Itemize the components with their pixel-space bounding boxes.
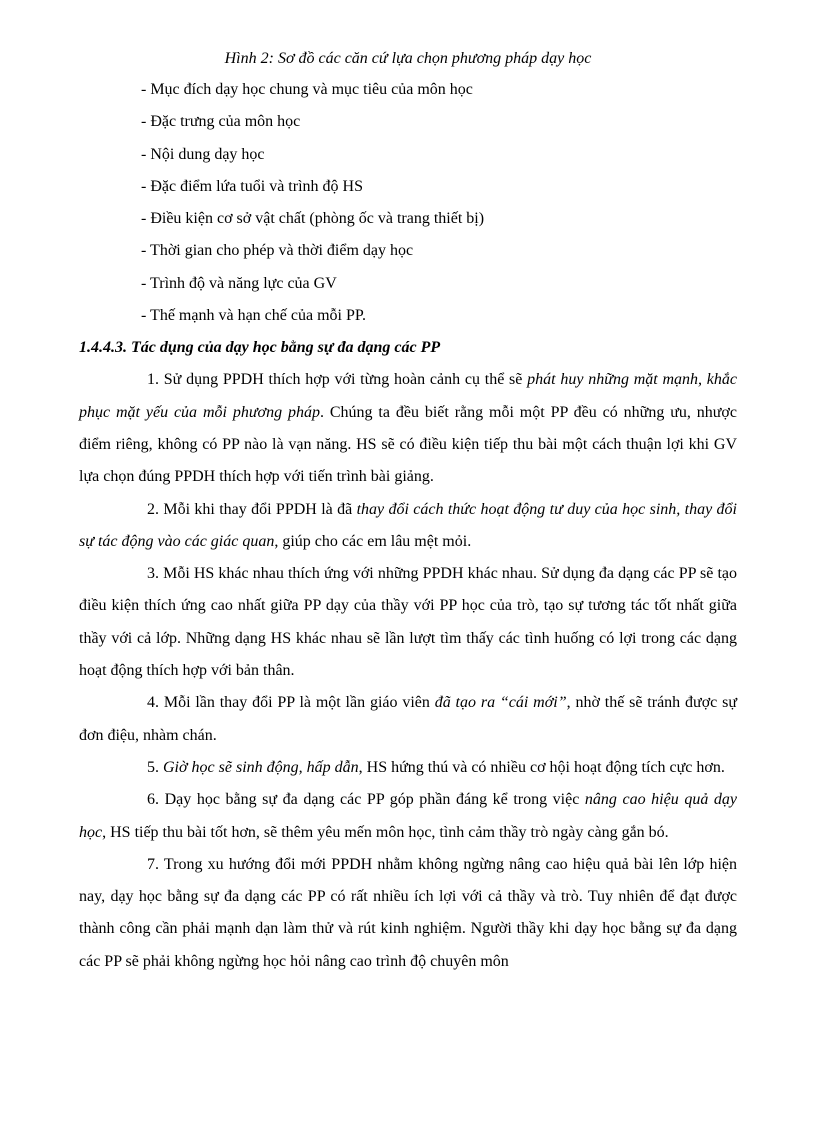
paragraph-text: 5. xyxy=(147,758,163,776)
paragraph-emphasis: đã tạo ra “cái mới” xyxy=(434,694,567,712)
paragraph-text: , HS tiếp thu bài tốt hơn, sẽ thêm yêu mến môn học, tình cảm thầy trò ngày càng gắn bó. xyxy=(102,823,669,841)
paragraph-text: 4. Mỗi lần thay đổi PP là một lần giáo viên xyxy=(147,694,435,712)
figure-caption: Hình 2: Sơ đồ các căn cứ lựa chọn phương pháp dạy học xyxy=(224,50,592,67)
paragraph-emphasis: phát huy những mặt mạnh, khắc phục mặt yếu của mỗi phương pháp xyxy=(79,371,738,421)
paragraph-text: 1. Sử dụng PPDH thích hợp với từng hoàn cảnh cụ thể sẽ xyxy=(147,371,528,389)
list-item: - Nội dung dạy học xyxy=(141,145,265,163)
list-item: - Đặc trưng của môn học xyxy=(141,113,301,131)
paragraph-text: 7. Trong xu hướng đổi mới PPDH nhằm không ngừng nâng cao hiệu quả bài lên lớp hiện nay, dạy học bằng sự đa dạng các PP có rất nhiều ích lợi với cả thầy và trò. Tuy nhiên để đạt được thành công cần phải mạnh dạn làm thử và rút kinh nghiệm. Người thầy khi dạy học bằng sự đa dạng các PP sẽ phải không ngừng học hỏi nâng cao trình độ chuyên môn xyxy=(79,855,737,970)
paragraph-6 xyxy=(79,784,737,849)
list-item: - Trình độ và năng lực của GV xyxy=(141,274,337,292)
paragraph-2 xyxy=(79,494,737,559)
paragraph-emphasis: nâng cao hiệu quả dạy học xyxy=(79,791,737,841)
paragraph-3 xyxy=(79,558,737,687)
paragraph-text: , giúp cho các em lâu mệt mỏi. xyxy=(274,532,472,550)
paragraph-7 xyxy=(79,849,737,978)
list-item: - Thời gian cho phép và thời điểm dạy học xyxy=(141,242,414,260)
paragraph-text: , nhờ thế sẽ tránh được sự đơn điệu, nhàm chán. xyxy=(79,694,737,744)
list-item: - Thế mạnh và hạn chế của mỗi PP. xyxy=(141,307,366,325)
section-heading: 1.4.4.3. Tác dụng của dạy học bằng sự đa dạng các PP xyxy=(79,339,441,357)
paragraph-1 xyxy=(79,364,737,493)
paragraph-text: . Chúng ta đều biết rằng mỗi một PP đều có những ưu, nhược điểm riêng, không có PP nào là vạn năng. HS sẽ có điều kiện tiếp thu bài một cách thuận lợi khi GV lựa chọn đúng PPDH thích hợp với tiến trình bài giảng. xyxy=(79,403,737,486)
list-item: - Mục đích dạy học chung và mục tiêu của môn học xyxy=(141,81,473,98)
paragraph-text: 2. Mỗi khi thay đổi PPDH là đã xyxy=(147,500,357,518)
paragraph-text: 6. Dạy học bằng sự đa dạng các PP góp phần đáng kể trong việc xyxy=(147,791,585,809)
paragraph-emphasis: thay đổi cách thức hoạt động tư duy của học sinh, thay đổi sự tác động vào các giác quan xyxy=(79,500,737,550)
paragraph-5 xyxy=(79,752,737,784)
list-item: - Điều kiện cơ sở vật chất (phòng ốc và trang thiết bị) xyxy=(141,210,485,228)
criteria-list xyxy=(79,74,737,332)
paragraph-text: , HS hứng thú và có nhiều cơ hội hoạt động tích cực hơn. xyxy=(358,758,725,776)
paragraph-text: 3. Mỗi HS khác nhau thích ứng với những PPDH khác nhau. Sử dụng đa dạng các PP sẽ tạo điều kiện thích ứng cao nhất giữa PP dạy của thầy với PP học của trò, tạo sự tương tác tốt nhất giữa thầy với cả lớp. Những dạng HS khác nhau sẽ lần lượt tìm thấy các tình huống có lợi trong các dạng hoạt động thích hợp với bản thân. xyxy=(79,565,737,680)
list-item: - Đặc điểm lứa tuổi và trình độ HS xyxy=(141,177,363,195)
paragraph-4 xyxy=(79,687,737,752)
document-page xyxy=(79,44,737,978)
paragraph-emphasis: Giờ học sẽ sinh động, hấp dẫn xyxy=(163,758,359,776)
